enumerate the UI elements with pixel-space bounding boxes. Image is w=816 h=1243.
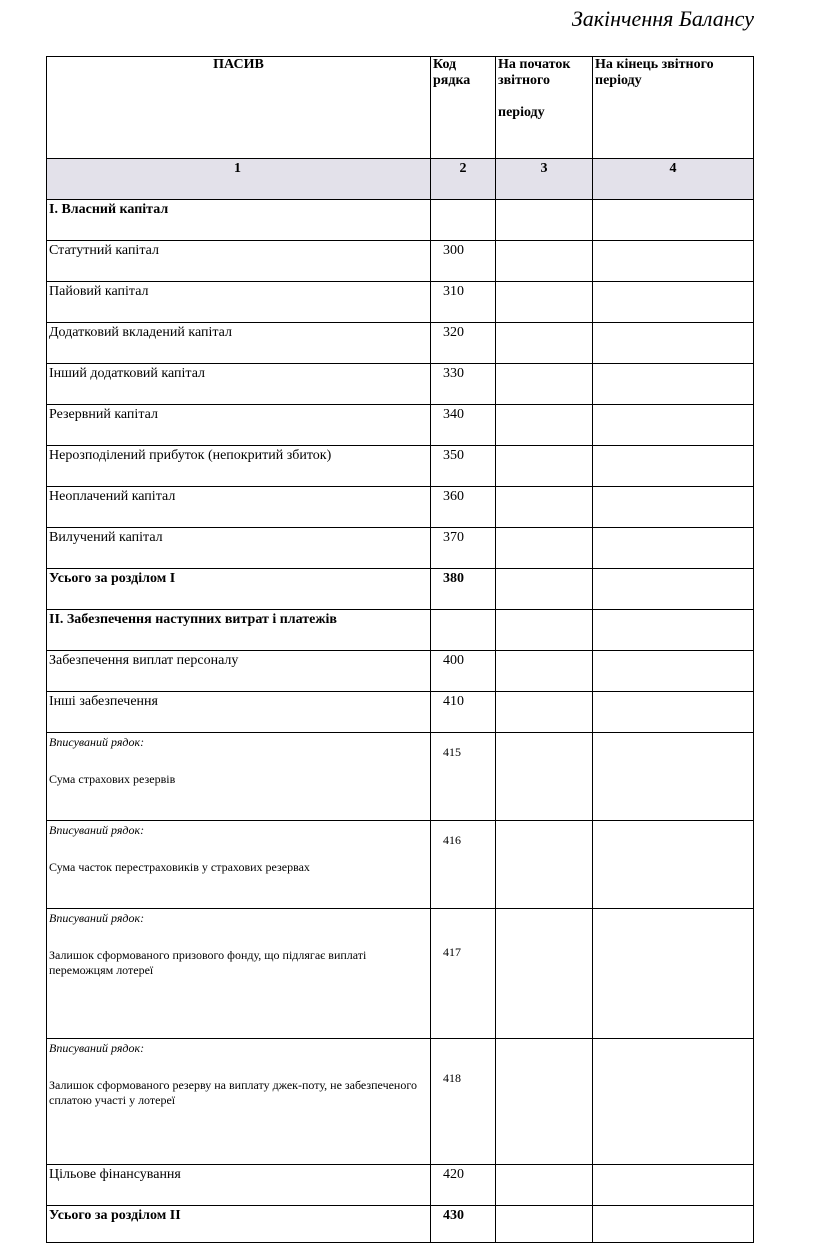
row-code: 400 (431, 651, 496, 692)
row-code: 417 (431, 909, 496, 1039)
row-value-start (496, 651, 593, 692)
row-label: Неоплачений капітал (47, 487, 431, 528)
row-value-end (593, 241, 754, 282)
header-period-start (496, 57, 593, 159)
row-value-end (593, 487, 754, 528)
row-label: ІІ. Забезпечення наступних витрат і платежів (47, 610, 431, 651)
insert-row-prefix: Вписуваний рядок: (49, 1041, 145, 1055)
header-end-line1: На кінець звітного (595, 57, 714, 72)
table-row (47, 528, 754, 569)
insert-row (47, 909, 754, 1039)
column-number-row (47, 159, 754, 200)
row-code: 300 (431, 241, 496, 282)
row-value-start (496, 1206, 593, 1243)
header-row (47, 57, 754, 159)
row-code: 410 (431, 692, 496, 733)
header-end-line2: періоду (595, 73, 642, 88)
row-code: 420 (431, 1165, 496, 1206)
table-row (47, 1165, 754, 1206)
row-label: Залишок сформованого резерву на виплату джек-поту, не забезпеченого сплатою участі у лотереї (49, 1078, 417, 1107)
row-code: 340 (431, 405, 496, 446)
row-value-start (496, 610, 593, 651)
row-value-end (593, 692, 754, 733)
insert-row (47, 733, 754, 821)
table-row (47, 405, 754, 446)
row-code: 415 (431, 733, 496, 821)
row-label-cell (47, 733, 431, 821)
row-value-end (593, 569, 754, 610)
header-start-line2: звітного (498, 73, 551, 88)
row-value-end (593, 282, 754, 323)
row-label: Сума страхових резервів (49, 772, 176, 786)
row-code: 360 (431, 487, 496, 528)
section-heading-row (47, 610, 754, 651)
row-label-cell (47, 1039, 431, 1165)
row-label-cell (47, 821, 431, 909)
section-heading-row (47, 200, 754, 241)
row-value-end (593, 651, 754, 692)
row-value-start (496, 241, 593, 282)
insert-row (47, 1039, 754, 1165)
row-value-start (496, 733, 593, 821)
row-code: 330 (431, 364, 496, 405)
table-row (47, 446, 754, 487)
table-row (47, 487, 754, 528)
row-value-start (496, 1165, 593, 1206)
section-total-row (47, 569, 754, 610)
row-value-end (593, 528, 754, 569)
row-code (431, 610, 496, 651)
header-period-end (593, 57, 754, 159)
row-code: 310 (431, 282, 496, 323)
row-code: 320 (431, 323, 496, 364)
row-label: Залишок сформованого призового фонду, що підлягає виплаті переможцям лотереї (49, 948, 367, 977)
row-code (431, 200, 496, 241)
row-label: Інший додатковий капітал (47, 364, 431, 405)
row-label: Інші забезпечення (47, 692, 431, 733)
row-label: І. Власний капітал (47, 200, 431, 241)
row-label: Усього за розділом ІІ (47, 1206, 431, 1243)
row-value-start (496, 405, 593, 446)
table-row (47, 323, 754, 364)
insert-row-prefix: Вписуваний рядок: (49, 823, 145, 837)
row-value-end (593, 1206, 754, 1243)
page-title: Закінчення Балансу (571, 6, 754, 31)
row-code: 370 (431, 528, 496, 569)
header-start-line3: періоду (498, 105, 545, 120)
row-value-end (593, 610, 754, 651)
section-total-row (47, 1206, 754, 1243)
row-value-end (593, 364, 754, 405)
row-value-end (593, 733, 754, 821)
row-value-start (496, 487, 593, 528)
row-value-start (496, 1039, 593, 1165)
header-start-line1: На початок (498, 57, 571, 72)
table-row (47, 651, 754, 692)
row-label: Резервний капітал (47, 405, 431, 446)
row-code: 416 (431, 821, 496, 909)
row-value-start (496, 200, 593, 241)
row-code: 418 (431, 1039, 496, 1165)
row-label-cell (47, 909, 431, 1039)
table-row (47, 282, 754, 323)
balance-liabilities-table (46, 56, 754, 1243)
row-value-end (593, 1039, 754, 1165)
row-label: Нерозподілений прибуток (непокритий збиток) (47, 446, 431, 487)
row-code: 380 (431, 569, 496, 610)
row-code: 350 (431, 446, 496, 487)
row-value-start (496, 821, 593, 909)
row-value-start (496, 692, 593, 733)
row-value-end (593, 909, 754, 1039)
column-number-1: 1 (47, 159, 431, 200)
row-label: Статутний капітал (47, 241, 431, 282)
header-line-code (431, 57, 496, 159)
row-label: Додатковий вкладений капітал (47, 323, 431, 364)
row-label: Сума часток перестраховиків у страхових резервах (49, 860, 310, 874)
row-value-end (593, 405, 754, 446)
insert-row-prefix: Вписуваний рядок: (49, 735, 145, 749)
header-code-line2: рядка (433, 73, 471, 88)
row-value-start (496, 364, 593, 405)
row-value-start (496, 323, 593, 364)
column-number-2: 2 (431, 159, 496, 200)
column-number-4: 4 (593, 159, 754, 200)
row-value-end (593, 200, 754, 241)
row-label: Забезпечення виплат персоналу (47, 651, 431, 692)
row-value-end (593, 446, 754, 487)
row-value-start (496, 446, 593, 487)
row-value-start (496, 282, 593, 323)
table-row (47, 364, 754, 405)
insert-row-prefix: Вписуваний рядок: (49, 911, 145, 925)
row-code: 430 (431, 1206, 496, 1243)
table-row (47, 692, 754, 733)
row-value-end (593, 1165, 754, 1206)
column-number-3: 3 (496, 159, 593, 200)
row-value-start (496, 569, 593, 610)
row-label: Цільове фінансування (47, 1165, 431, 1206)
row-value-start (496, 528, 593, 569)
header-liabilities: ПАСИВ (47, 57, 431, 159)
row-value-end (593, 323, 754, 364)
row-label: Вилучений капітал (47, 528, 431, 569)
insert-row (47, 821, 754, 909)
table-row (47, 241, 754, 282)
header-code-line1: Код (433, 57, 457, 72)
row-value-start (496, 909, 593, 1039)
row-value-end (593, 821, 754, 909)
row-label: Пайовий капітал (47, 282, 431, 323)
row-label: Усього за розділом І (47, 569, 431, 610)
